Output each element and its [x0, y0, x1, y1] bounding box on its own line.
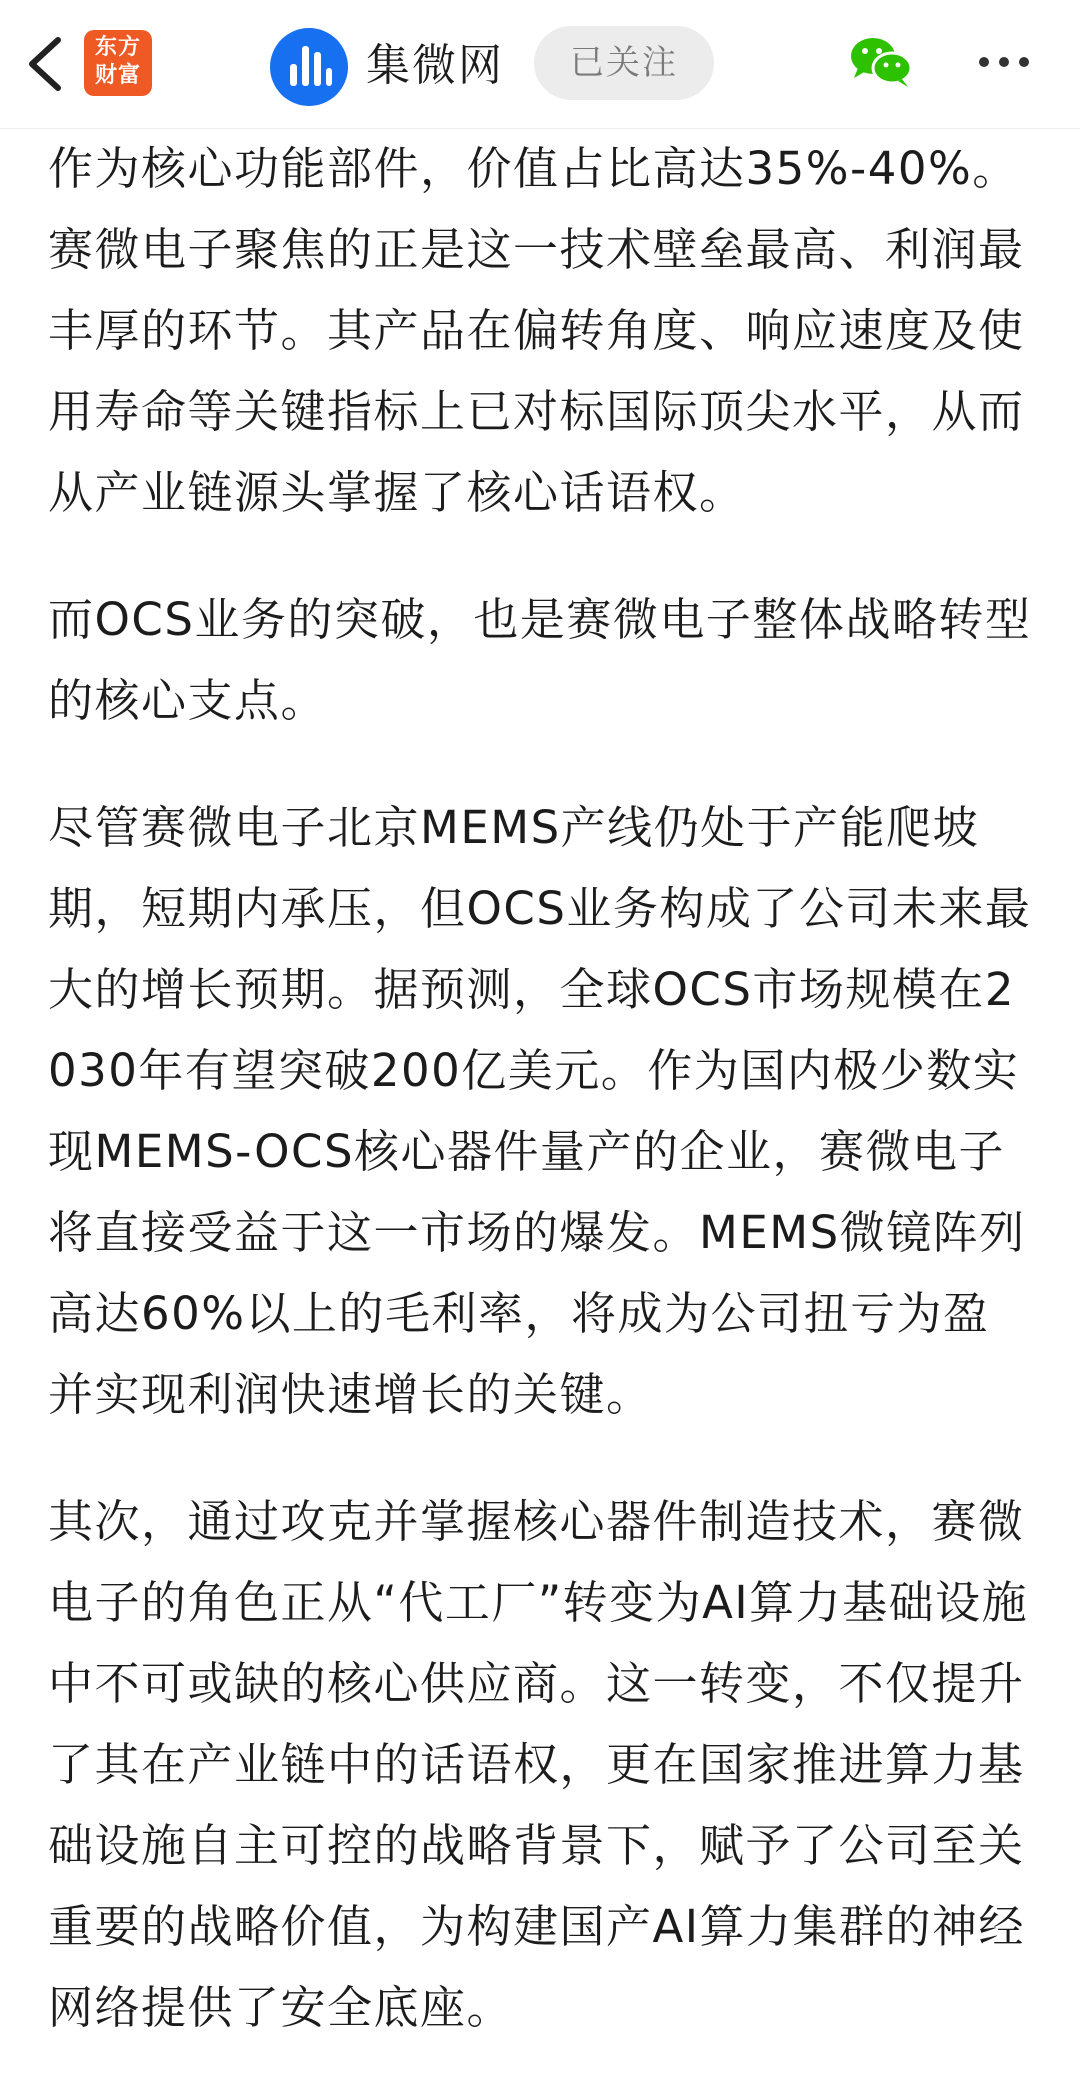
app-logo	[84, 30, 152, 96]
chevron-left-icon	[18, 28, 78, 98]
wechat-icon	[848, 34, 914, 90]
more-button[interactable]	[974, 42, 1034, 82]
account-logo-icon	[270, 28, 348, 106]
wechat-share-button[interactable]	[848, 34, 914, 90]
account-name[interactable]: 集微网	[366, 40, 504, 91]
article-paragraph: 作为核心功能部件，价值占比高达35%-40%。赛微电子聚焦的正是这一技术壁垒最高、利润最丰厚的环节。其产品在偏转角度、响应速度及使用寿命等关键指标上已对标国际顶尖水平，从而从产业链源头掌握了核心话语权。	[48, 142, 1025, 519]
follow-button[interactable]: 已关注	[534, 26, 714, 100]
top-bar	[0, 0, 1080, 129]
more-icon	[974, 42, 1034, 82]
article-paragraph: 而OCS业务的突破，也是赛微电子整体战略转型的核心支点。	[48, 593, 1032, 727]
article-paragraph: 其次，通过攻克并掌握核心器件制造技术，赛微电子的角色正从“代工厂”转变为AI算力基础设施中不可或缺的核心供应商。这一转变，不仅提升了其在产业链中的话语权，更在国家推进算力基础设施自主可控的战略背景下，赋予了公司至关重要的战略价值，为构建国产AI算力集群的神经网络提供了安全底座。	[48, 1495, 1029, 2034]
app-logo-line2: 财富	[94, 63, 141, 88]
account-avatar[interactable]	[270, 28, 348, 106]
article-paragraph: 尽管赛微电子北京MEMS产线仍处于产能爬坡期，短期内承压，但OCS业务构成了公司未来最大的增长预期。据预测，全球OCS市场规模在2030年有望突破200亿美元。作为国内极少数实现MEMS-OCS核心器件量产的企业，赛微电子将直接受益于这一市场的爆发。MEMS微镜阵列高达60%以上的毛利率，将成为公司扭亏为盈并实现利润快速增长的关键。	[48, 801, 1032, 1421]
back-button[interactable]	[18, 28, 78, 98]
app-logo-line1: 东方	[94, 35, 141, 60]
article-body	[48, 128, 1032, 2048]
